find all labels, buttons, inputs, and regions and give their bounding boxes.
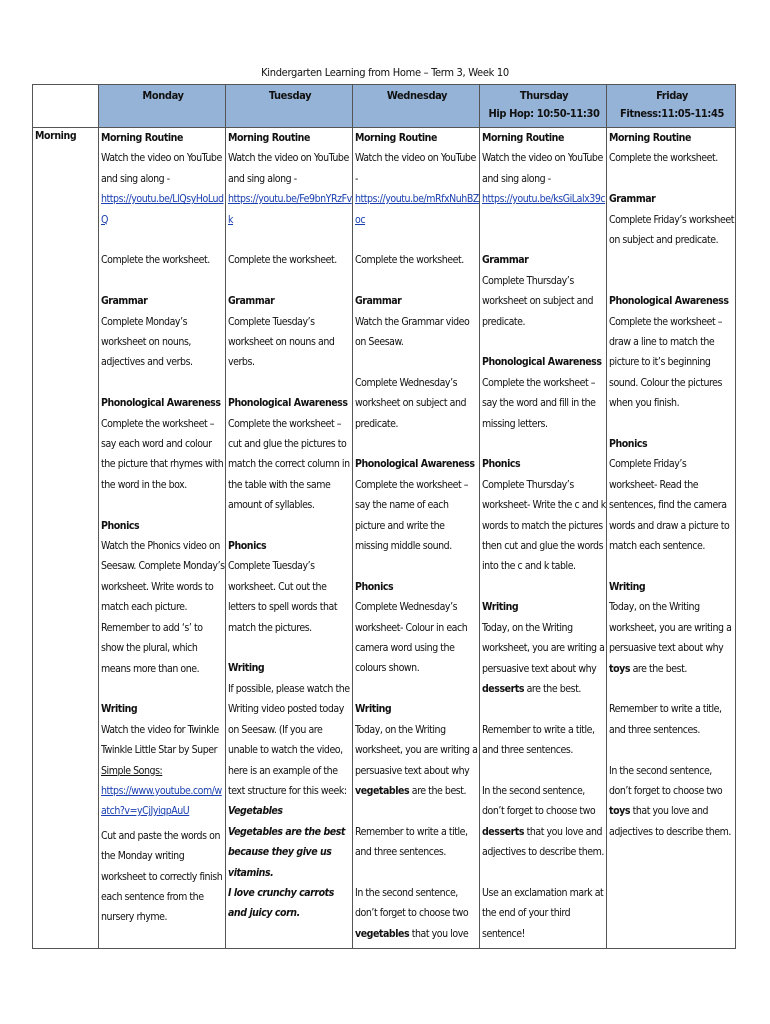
- wednesday-second-sentence-text: In the second sentence, don’t forget to choose two vegetables that you love: [355, 886, 469, 940]
- document-title: Kindergarten Learning from Home – Term 3, Week 10: [261, 66, 509, 79]
- monday-routine-text: Watch the video on YouTube and sing along -: [101, 152, 222, 185]
- header-row: [33, 85, 736, 128]
- monday-routine-heading: Morning Routine: [101, 132, 183, 144]
- day-header-tuesday: Tuesday: [226, 85, 353, 128]
- tuesday-cell: [226, 128, 353, 949]
- wednesday-grammar-text2: Complete Wednesday’s worksheet on subject and predicate.: [355, 376, 467, 430]
- wednesday-routine-link[interactable]: https://youtu.be/mRfxNuhBZoc: [355, 193, 479, 226]
- tuesday-routine-text: Watch the video on YouTube and sing along -: [228, 152, 349, 185]
- monday-writing-text: Watch the video for Twinkle Twinkle Little Star by Super: [101, 723, 219, 757]
- friday-phonics-heading: Phonics: [609, 438, 648, 451]
- wednesday-remember-text: Remember to write a title, and three sentences.: [355, 825, 468, 859]
- thursday-phonics-heading: Phonics: [482, 458, 521, 471]
- thursday-phonological-text: Complete the worksheet – say the word and fill in the missing letters.: [482, 376, 596, 430]
- monday-writing-text2: Cut and paste the words on the Monday writing worksheet to correctly finish each sentence from the nursery rhyme.: [101, 829, 223, 924]
- friday-writing-heading: Writing: [609, 580, 646, 593]
- tuesday-example-sentence2: I love crunchy carrots and juicy corn.: [228, 886, 334, 920]
- thursday-phonics-text: Complete Thursday’s worksheet- Write the c and k words to match the pictures then cut and glue the words into the c and k table.: [482, 478, 606, 573]
- tuesday-writing-heading: Writing: [228, 662, 265, 675]
- weekly-timetable: [32, 84, 736, 949]
- monday-phonological-heading: Phonological Awareness: [101, 397, 221, 410]
- friday-phonological-text: Complete the worksheet – draw a line to match the picture to it’s beginning sound. Colour the pictures when you finish.: [609, 315, 723, 410]
- friday-phonological-heading: Phonological Awareness: [609, 295, 729, 308]
- friday-remember-text: Remember to write a title, and three sentences.: [609, 703, 722, 736]
- tuesday-example-title: Vegetables: [228, 805, 283, 818]
- tuesday-grammar-text: Complete Tuesday’s worksheet on nouns and verbs.: [228, 315, 335, 369]
- day-header-monday: Monday: [99, 85, 226, 128]
- tuesday-grammar-heading: Grammar: [228, 295, 275, 308]
- friday-writing-text: Today, on the Writing worksheet, you are writing a persuasive text about why toys are the best.: [609, 601, 732, 675]
- friday-subheading: Fitness:11:05-11:45: [620, 107, 724, 120]
- tuesday-routine-link[interactable]: https://youtu.be/Fe9bnYRzFvk: [228, 193, 352, 226]
- monday-grammar-text: Complete Monday’s worksheet on nouns, adjectives and verbs.: [101, 315, 193, 369]
- wednesday-phonological-heading: Phonological Awareness: [355, 458, 475, 471]
- tuesday-phonics-text: Complete Tuesday’s worksheet. Cut out the letters to spell words that match the pictures.: [228, 560, 338, 634]
- thursday-writing-heading: Writing: [482, 601, 519, 614]
- day-header-friday: Friday Fitness:11:05-11:45: [607, 85, 736, 128]
- friday-phonics-text: Complete Friday’s worksheet- Read the sentences, find the camera words and draw a picture to match each sentence.: [609, 458, 730, 553]
- tuesday-phonological-text: Complete the worksheet – cut and glue the pictures to match the correct column in the table with the same amount of syllables.: [228, 417, 350, 512]
- thursday-routine-text: Watch the video on YouTube and sing along -: [482, 152, 603, 185]
- wednesday-writing-text: Today, on the Writing worksheet, you are writing a persuasive text about why vegetables are the best.: [355, 723, 478, 797]
- thursday-routine-heading: Morning Routine: [482, 132, 564, 144]
- thursday-exclamation-text: Use an exclamation mark at the end of your third sentence!: [482, 886, 604, 940]
- monday-writing-source: Simple Songs:: [101, 764, 163, 777]
- thursday-phonological-heading: Phonological Awareness: [482, 356, 602, 369]
- monday-grammar-heading: Grammar: [101, 295, 148, 308]
- thursday-writing-text: Today, on the Writing worksheet, you are writing a persuasive text about why desserts are the best.: [482, 621, 605, 695]
- monday-phonological-text: Complete the worksheet – say each word and colour the picture that rhymes with the word in the box.: [101, 417, 224, 491]
- thursday-routine-link[interactable]: https://youtu.be/ksGiLalx39c: [482, 193, 606, 206]
- thursday-grammar-heading: Grammar: [482, 254, 529, 267]
- thursday-remember-text: Remember to write a title, and three sentences.: [482, 723, 595, 757]
- friday-cell: [607, 128, 736, 949]
- monday-writing-heading: Writing: [101, 703, 138, 716]
- monday-cell: [99, 128, 226, 949]
- corner-cell: [33, 85, 99, 128]
- tuesday-writing-text: If possible, please watch the Writing video posted today on Seesaw. (If you are unable to watch the video, here is an example of the text structure for this week:: [228, 682, 350, 797]
- friday-routine-heading: Morning Routine: [609, 132, 691, 144]
- tuesday-worksheet-text: Complete the worksheet.: [228, 254, 337, 267]
- thursday-second-sentence-text: In the second sentence, don’t forget to choose two desserts that you love and adjectives to describe them.: [482, 784, 604, 859]
- monday-phonics-heading: Phonics: [101, 519, 140, 532]
- wednesday-phonics-heading: Phonics: [355, 580, 394, 593]
- wednesday-routine-heading: Morning Routine: [355, 132, 437, 144]
- wednesday-worksheet-text: Complete the worksheet.: [355, 254, 464, 267]
- monday-writing-link[interactable]: https://www.youtube.com/watch?v=yCjJyiqpAuU: [101, 784, 222, 818]
- wednesday-grammar-text: Watch the Grammar video on Seesaw.: [355, 315, 470, 349]
- wednesday-cell: [353, 128, 480, 949]
- wednesday-writing-heading: Writing: [355, 703, 392, 716]
- wednesday-grammar-heading: Grammar: [355, 295, 402, 308]
- thursday-cell: [480, 128, 607, 949]
- tuesday-example-sentence1: Vegetables are the best because they give us vitamins.: [228, 825, 345, 879]
- friday-grammar-text: Complete Friday’s worksheet on subject and predicate.: [609, 213, 734, 247]
- day-header-wednesday: Wednesday: [353, 85, 480, 128]
- wednesday-routine-text: Watch the video on YouTube -: [355, 152, 476, 185]
- wednesday-phonological-text: Complete the worksheet – say the name of each picture and write the missing middle sound.: [355, 478, 469, 553]
- morning-row: [33, 128, 736, 949]
- tuesday-phonological-heading: Phonological Awareness: [228, 397, 348, 410]
- tuesday-routine-heading: Morning Routine: [228, 132, 310, 144]
- thursday-grammar-text: Complete Thursday’s worksheet on subject and predicate.: [482, 274, 594, 328]
- row-label-morning: Morning: [33, 128, 99, 949]
- monday-worksheet-text: Complete the worksheet.: [101, 254, 210, 267]
- monday-phonics-text: Watch the Phonics video on Seesaw. Complete Monday’s worksheet. Write words to match each picture. Remember to add ‘s’ to show the plural, which means more than one.: [101, 540, 225, 675]
- thursday-subheading: Hip Hop: 10:50-11:30: [488, 107, 600, 120]
- friday-second-sentence-text: In the second sentence, don’t forget to choose two toys that you love and adjectives to describe them.: [609, 764, 731, 838]
- monday-routine-link[interactable]: https://youtu.be/LlQsyHoLudQ: [101, 193, 224, 226]
- wednesday-phonics-text: Complete Wednesday’s worksheet- Colour in each camera word using the colours shown.: [355, 601, 468, 675]
- friday-routine-text: Complete the worksheet.: [609, 152, 718, 165]
- friday-grammar-heading: Grammar: [609, 193, 656, 206]
- tuesday-phonics-heading: Phonics: [228, 540, 267, 553]
- day-header-thursday: Thursday Hip Hop: 10:50-11:30: [480, 85, 607, 128]
